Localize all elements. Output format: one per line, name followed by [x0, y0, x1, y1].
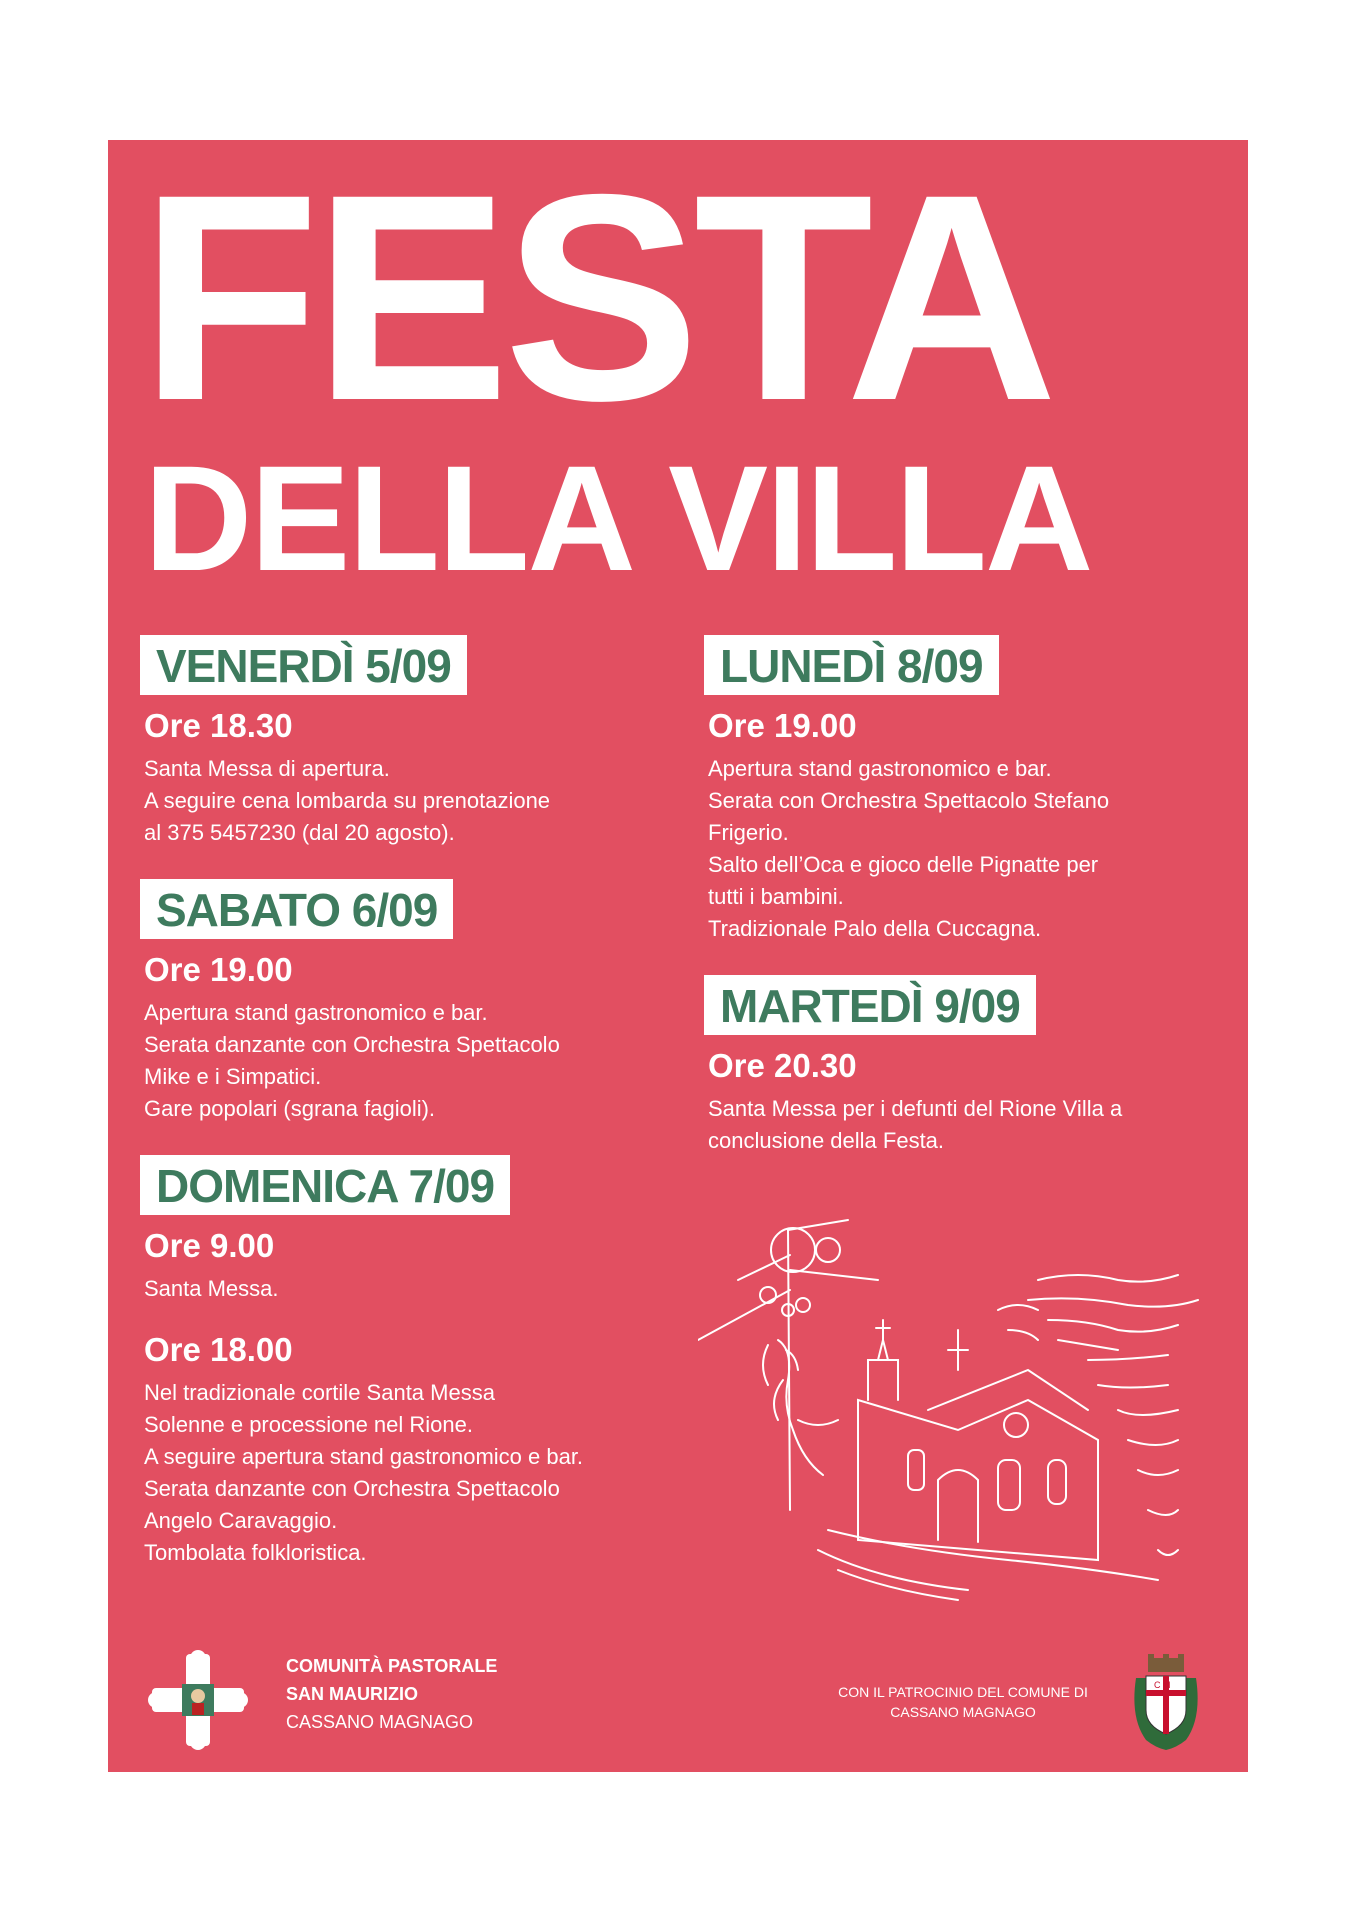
- event-time: Ore 18.00: [144, 1331, 293, 1368]
- event-description: [144, 753, 704, 849]
- description-line: Tombolata folkloristica.: [144, 1540, 367, 1565]
- patronage-line-2: CASSANO MAGNAGO: [890, 1704, 1036, 1720]
- municipal-crest-icon: [1126, 1652, 1206, 1752]
- description-line: Santa Messa.: [144, 1276, 279, 1301]
- description-line: Serata danzante con Orchestra Spettacolo: [144, 1032, 560, 1057]
- org-line-2: SAN MAURIZIO: [286, 1684, 418, 1704]
- day-heading: MARTEDÌ 9/09: [704, 975, 1036, 1035]
- description-line: A seguire apertura stand gastronomico e bar.: [144, 1444, 584, 1469]
- crest-letters: C M: [1154, 1680, 1171, 1690]
- day-heading: SABATO 6/09: [140, 879, 453, 939]
- day-heading: LUNEDÌ 8/09: [704, 635, 999, 695]
- patronage-line-1: CON IL PATROCINIO DEL COMUNE DI: [838, 1684, 1088, 1700]
- day-block-domenica: [144, 1155, 704, 1569]
- description-line: Apertura stand gastronomico e bar.: [144, 1000, 488, 1025]
- description-line: Tradizionale Palo della Cuccagna.: [708, 916, 1042, 941]
- description-line: Angelo Caravaggio.: [144, 1508, 338, 1533]
- event-time: Ore 20.30: [708, 1047, 857, 1084]
- title-festa: FESTA: [140, 134, 1052, 462]
- day-block-venerdi: [144, 635, 704, 849]
- event-description: [144, 997, 704, 1125]
- patronage-text: [808, 1682, 1118, 1722]
- description-line: conclusione della Festa.: [708, 1128, 945, 1153]
- event-description: [708, 1093, 1228, 1157]
- description-line: Salto dell’Oca e gioco delle Pignatte per: [708, 852, 1099, 877]
- description-line: Mike e i Simpatici.: [144, 1064, 322, 1089]
- event-time: Ore 19.00: [144, 951, 293, 988]
- schedule-left-column: [144, 635, 704, 1569]
- day-block-martedi: [708, 975, 1228, 1157]
- description-line: al 375 5457230 (dal 20 agosto).: [144, 820, 455, 845]
- org-line-3: CASSANO MAGNAGO: [286, 1712, 474, 1732]
- event-time: Ore 19.00: [708, 707, 857, 744]
- event-description: [708, 753, 1228, 945]
- pastoral-cross-logo-icon: [148, 1650, 248, 1750]
- title-della-villa: DELLA VILLA: [144, 434, 1092, 602]
- event-description: [144, 1377, 704, 1569]
- event-time: Ore 9.00: [144, 1227, 275, 1264]
- description-line: A seguire cena lombarda su prenotazione: [144, 788, 551, 813]
- description-line: Santa Messa per i defunti del Rione Villa a: [708, 1096, 1123, 1121]
- event-time: Ore 18.30: [144, 707, 293, 744]
- day-block-lunedi: [708, 635, 1228, 945]
- day-heading: VENERDÌ 5/09: [140, 635, 467, 695]
- poster: [108, 134, 1248, 1772]
- day-block-sabato: [144, 879, 704, 1125]
- day-heading: DOMENICA 7/09: [140, 1155, 510, 1215]
- description-line: Santa Messa di apertura.: [144, 756, 390, 781]
- description-line: Frigerio.: [708, 820, 789, 845]
- description-line: Gare popolari (sgrana fagioli).: [144, 1096, 436, 1121]
- pastoral-community: [148, 1650, 648, 1750]
- description-line: Solenne e processione nel Rione.: [144, 1412, 474, 1437]
- municipal-patronage: [808, 1652, 1228, 1752]
- event-description: [144, 1273, 704, 1305]
- org-line-1: COMUNITÀ PASTORALE: [286, 1656, 498, 1676]
- description-line: Serata danzante con Orchestra Spettacolo: [144, 1476, 560, 1501]
- description-line: Apertura stand gastronomico e bar.: [708, 756, 1052, 781]
- organization-name: [286, 1652, 497, 1736]
- church-drawing-icon: [698, 1210, 1218, 1640]
- description-line: Serata con Orchestra Spettacolo Stefano: [708, 788, 1110, 813]
- description-line: Nel tradizionale cortile Santa Messa: [144, 1380, 495, 1405]
- schedule-right-column: [708, 635, 1228, 1157]
- description-line: tutti i bambini.: [708, 884, 844, 909]
